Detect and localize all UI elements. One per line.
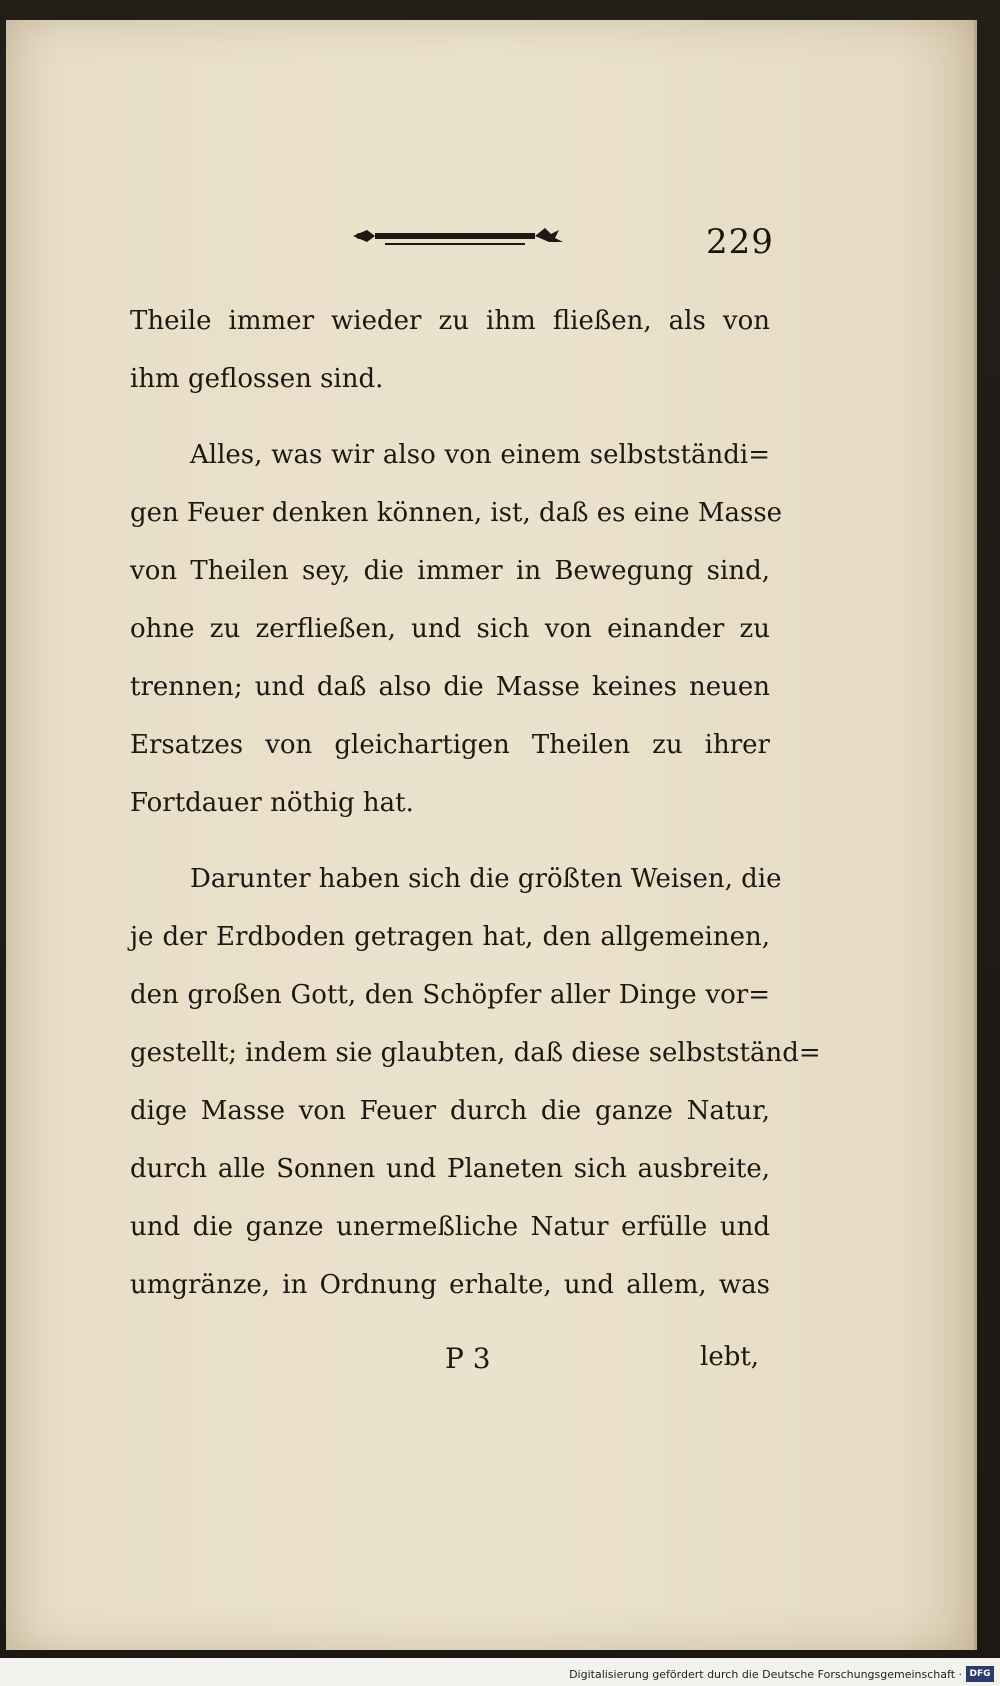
header-ornament bbox=[345, 222, 575, 256]
footer-credit: Digitalisierung gefördert durch die Deutsche Forschungsgemeinschaft · bbox=[569, 1668, 962, 1681]
text-line: und die ganze unermeßliche Natur erfülle und bbox=[130, 1212, 770, 1242]
text-line: dige Masse von Feuer durch die ganze Natur, bbox=[130, 1096, 770, 1126]
dfg-logo-icon: DFG bbox=[966, 1666, 994, 1682]
text-line: den großen Gott, den Schöpfer aller Dinge vor= bbox=[130, 980, 770, 1010]
text-line: gen Feuer denken können, ist, daß es eine Masse bbox=[130, 498, 783, 528]
signature-mark: P 3 bbox=[445, 1342, 491, 1375]
catchword: lebt, bbox=[700, 1342, 760, 1372]
text-line: umgränze, in Ordnung erhalte, und allem, was bbox=[130, 1270, 770, 1300]
paragraph-3 bbox=[130, 850, 821, 1314]
paragraph-1 bbox=[130, 292, 770, 408]
text-line: trennen; und daß also die Masse keines neuen bbox=[130, 672, 770, 702]
page-number: 229 bbox=[706, 222, 774, 262]
text-line: Fortdauer nöthig hat. bbox=[130, 788, 414, 818]
text-line: Theile immer wieder zu ihm fließen, als von bbox=[130, 306, 770, 336]
paragraph-2 bbox=[130, 426, 783, 832]
text-line: durch alle Sonnen und Planeten sich ausbreite, bbox=[130, 1154, 770, 1184]
text-line: von Theilen sey, die immer in Bewegung sind, bbox=[130, 556, 770, 586]
page-header bbox=[0, 222, 1000, 262]
text-line: ihm geflossen sind. bbox=[130, 364, 384, 394]
text-line: Alles, was wir also von einem selbstständi= bbox=[190, 440, 770, 470]
text-line: je der Erdboden getragen hat, den allgemeinen, bbox=[130, 922, 770, 952]
text-line: Darunter haben sich die größten Weisen, die bbox=[190, 864, 782, 894]
text-line: Ersatzes von gleichartigen Theilen zu ihrer bbox=[130, 730, 770, 760]
text-line: gestellt; indem sie glaubten, daß diese selbstständ= bbox=[130, 1038, 821, 1068]
body-text bbox=[130, 292, 821, 1332]
text-line: ohne zu zerfließen, und sich von einander zu bbox=[130, 614, 770, 644]
